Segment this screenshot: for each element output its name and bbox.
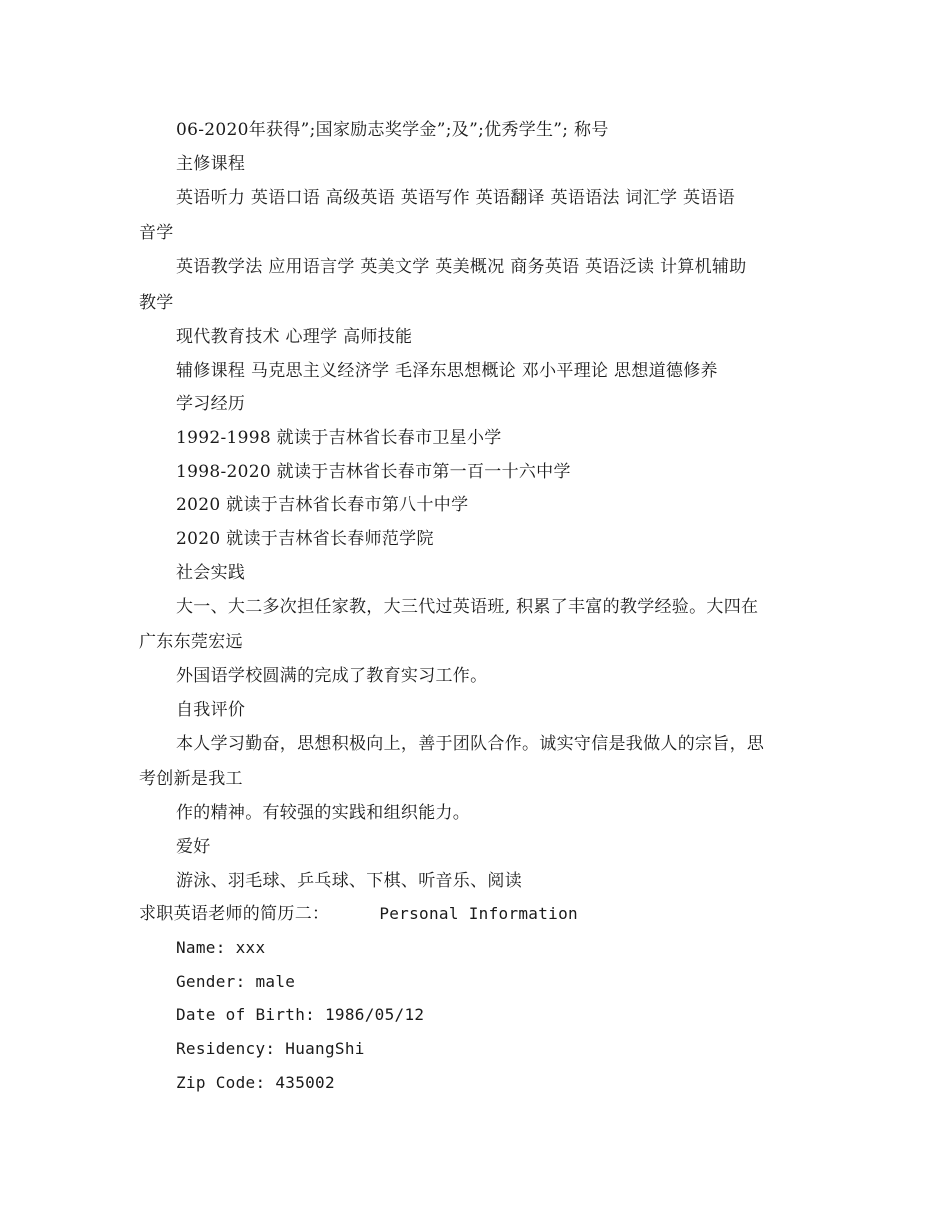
- personal-birth-date: Date of Birth: 1986/05/12: [176, 1005, 425, 1024]
- education-heading: 学习经历: [176, 394, 246, 414]
- major-courses-line-1-wrap: 音学: [139, 223, 174, 243]
- hobbies-line: 游泳、羽毛球、乒乓球、下棋、听音乐、阅读: [176, 871, 522, 891]
- personal-name: Name: xxx: [176, 938, 266, 957]
- self-evaluation-line-2: 作的精神。有较强的实践和组织能力。: [176, 803, 471, 823]
- personal-information-heading: Personal Information: [379, 904, 578, 923]
- education-item: 1998-2020 就读于吉林省长春市第一百一十六中学: [176, 462, 571, 482]
- practice-heading: 社会实践: [176, 563, 246, 583]
- personal-gender: Gender: male: [176, 972, 296, 991]
- personal-zip-code: Zip Code: 435002: [176, 1073, 335, 1092]
- minor-courses-line: 辅修课程 马克思主义经济学 毛泽东思想概论 邓小平理论 思想道德修养: [176, 361, 718, 381]
- practice-line-1-wrap: 广东东莞宏远: [139, 632, 243, 652]
- awards-line: 06-2020年获得”;国家励志奖学金”;及”;优秀学生”; 称号: [176, 120, 609, 140]
- major-courses-line-2-wrap: 教学: [139, 293, 174, 313]
- self-evaluation-heading: 自我评价: [176, 700, 246, 720]
- self-evaluation-line-1-wrap: 考创新是我工: [139, 769, 243, 789]
- practice-line-2: 外国语学校圆满的完成了教育实习工作。: [176, 666, 488, 686]
- major-courses-line-2: 英语教学法 应用语言学 英美文学 英美概况 商务英语 英语泛读 计算机辅助: [176, 257, 747, 277]
- resume-2-heading-line: [139, 903, 578, 925]
- personal-residency: Residency: HuangShi: [176, 1039, 365, 1058]
- major-courses-line-1: 英语听力 英语口语 高级英语 英语写作 英语翻译 英语语法 词汇学 英语语: [176, 188, 735, 208]
- education-item: 2020 就读于吉林省长春市第八十中学: [176, 495, 469, 515]
- major-courses-heading: 主修课程: [176, 154, 246, 174]
- practice-line-1: 大一、大二多次担任家教，大三代过英语班, 积累了丰富的教学经验。大四在: [176, 597, 759, 617]
- hobbies-heading: 爱好: [176, 837, 211, 857]
- self-evaluation-line-1: 本人学习勤奋，思想积极向上，善于团队合作。诚实守信是我做人的宗旨，思: [176, 734, 765, 754]
- major-courses-line-3: 现代教育技术 心理学 高师技能: [176, 327, 413, 347]
- education-item: 2020 就读于吉林省长春师范学院: [176, 529, 434, 549]
- education-item: 1992-1998 就读于吉林省长春市卫星小学: [176, 428, 502, 448]
- resume-2-title: 求职英语老师的简历二：: [139, 904, 330, 924]
